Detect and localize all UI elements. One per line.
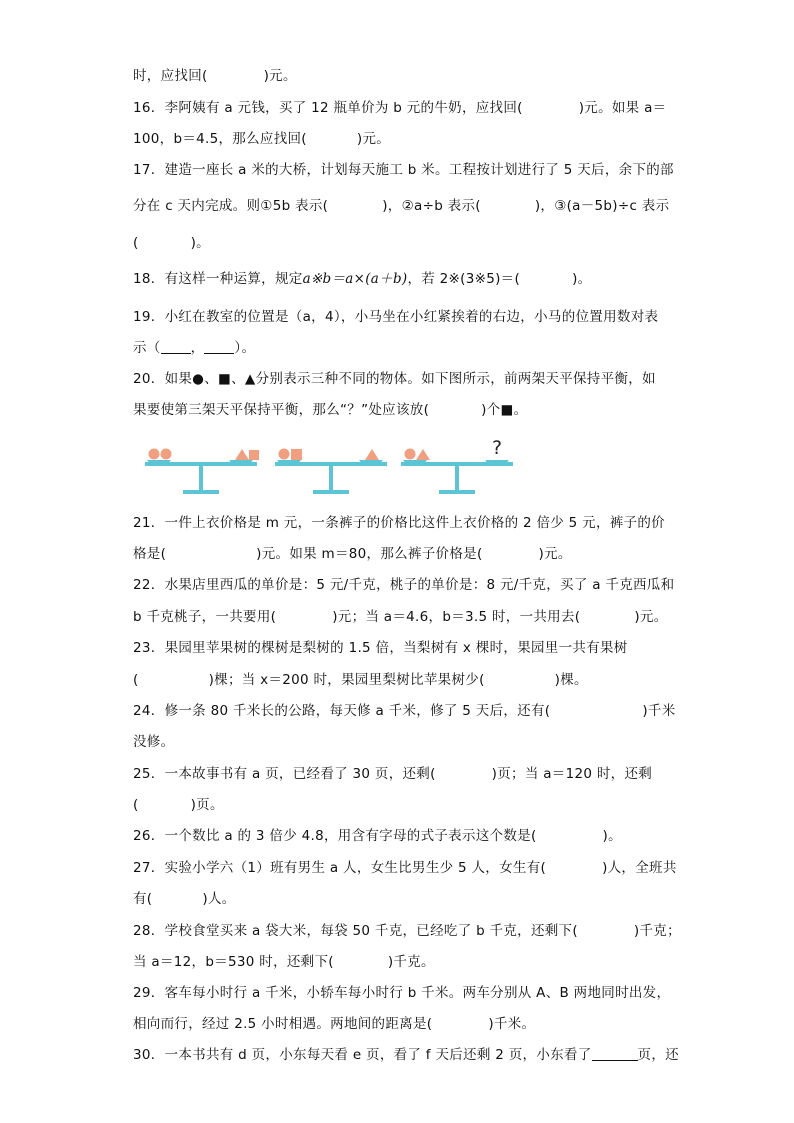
question-17: 17．建造一座长 a 米的大桥，计划每天施工 b 米。工程按计划进行了 5 天后，余下的部 xyxy=(133,162,674,178)
question-21-cont: 格是( )元。如果 m＝80，那么裤子价格是( )元。 xyxy=(133,546,572,562)
circle-icon xyxy=(161,449,172,460)
triangle-icon xyxy=(235,449,249,460)
formula: a※b＝a×(a＋b) xyxy=(302,271,408,287)
square-icon xyxy=(291,449,302,460)
circle-icon xyxy=(279,449,290,460)
circle-icon xyxy=(149,449,160,460)
question-25-cont: ( )页。 xyxy=(133,797,224,813)
question-19: 19．小红在教室的位置是（a，4），小马坐在小红紧挨着的右边，小马的位置用数对表 xyxy=(133,309,659,325)
question-17-end: ( )。 xyxy=(133,235,210,251)
question-22-cont: b 千克桃子，一共要用( )元；当 a＝4.6，b＝3.5 时，一共用去( )元。 xyxy=(133,609,668,625)
question-16-cont: 100，b＝4.5，那么应找回( )元。 xyxy=(133,131,391,147)
question-20: 20．如果●、■、▲分别表示三种不同的物体。如下图所示，前两架天平保持平衡，如 xyxy=(133,371,656,387)
question-30: 30．一本书共有 d 页，小东每天看 e 页，看了 f 天后还剩 2 页，小东看了 页，还 xyxy=(133,1047,679,1063)
question-19-cont: 示（ ， ）。 xyxy=(133,340,256,356)
question-21: 21．一件上衣价格是 m 元，一条裤子的价格比这件上衣价格的 2 倍少 5 元，裤子的价 xyxy=(133,515,665,531)
question-29-cont: 相向而行，经过 2.5 小时相遇。两地间的距离是( )千米。 xyxy=(133,1016,536,1032)
question-22: 22．水果店里西瓜的单价是：5 元/千克，桃子的单价是：8 元/千克，买了 a 千克西瓜和 xyxy=(133,577,675,593)
square-icon xyxy=(249,450,259,460)
balance-3 xyxy=(401,437,513,494)
question-24: 24．修一条 80 千米长的公路，每天修 a 千米，修了 5 天后，还有( )千米 xyxy=(133,703,676,719)
question-24-cont: 没修。 xyxy=(133,734,175,750)
balance-1-post xyxy=(199,466,203,490)
question-27: 27．实验小学六（1）班有男生 a 人，女生比男生少 5 人，女生有( )人，全班共 xyxy=(133,860,677,876)
triangle-icon xyxy=(416,449,430,460)
triangle-icon xyxy=(365,449,379,460)
question-28-cont: 当 a＝12，b＝530 时，还剩下( )千克。 xyxy=(133,954,435,970)
balance-1 xyxy=(145,449,259,495)
balance-2 xyxy=(275,449,387,495)
question-20-cont: 果要使第三架天平保持平衡，那么“？”处应该放( )个■。 xyxy=(133,402,528,418)
question-17-cont: 分在 c 天内完成。则①5b 表示( )，②a÷b 表示( )，③(a－5b)÷c 表示 xyxy=(133,198,670,214)
question-25: 25．一本故事书有 a 页，已经看了 30 页，还剩( )页；当 a＝120 时，还剩 xyxy=(133,766,653,782)
balance-1-base xyxy=(183,490,219,494)
question-28: 28．学校食堂买来 a 袋大米，每袋 50 千克，已经吃了 b 千克，还剩下( )千克； xyxy=(133,923,681,939)
question-27-cont: 有( )人。 xyxy=(133,891,236,907)
question-23: 23．果园里苹果树的棵树是梨树的 1.5 倍，当梨树有 x 棵时，果园里一共有果树 xyxy=(133,640,628,656)
question-18: 18．有这样一种运算，规定a※b＝a×(a＋b)，若 2※(3※5)＝( )。 xyxy=(133,271,592,287)
balance-scales-figure xyxy=(145,432,535,500)
question-mark: ? xyxy=(491,437,503,459)
question-29: 29．客车每小时行 a 千米，小轿车每小时行 b 千米。两车分别从 A、B 两地同时出发， xyxy=(133,985,671,1001)
line-15-tail: 时，应找回( )元。 xyxy=(133,68,297,84)
question-26: 26．一个数比 a 的 3 倍少 4.8，用含有字母的式子表示这个数是( )。 xyxy=(133,828,622,844)
circle-icon xyxy=(405,449,416,460)
question-23-cont: ( )棵；当 x＝200 时，果园里梨树比苹果树少( )棵。 xyxy=(133,672,588,688)
question-16: 16．李阿姨有 a 元钱，买了 12 瓶单价为 b 元的牛奶，应找回( )元。如果 a＝ xyxy=(133,100,667,116)
